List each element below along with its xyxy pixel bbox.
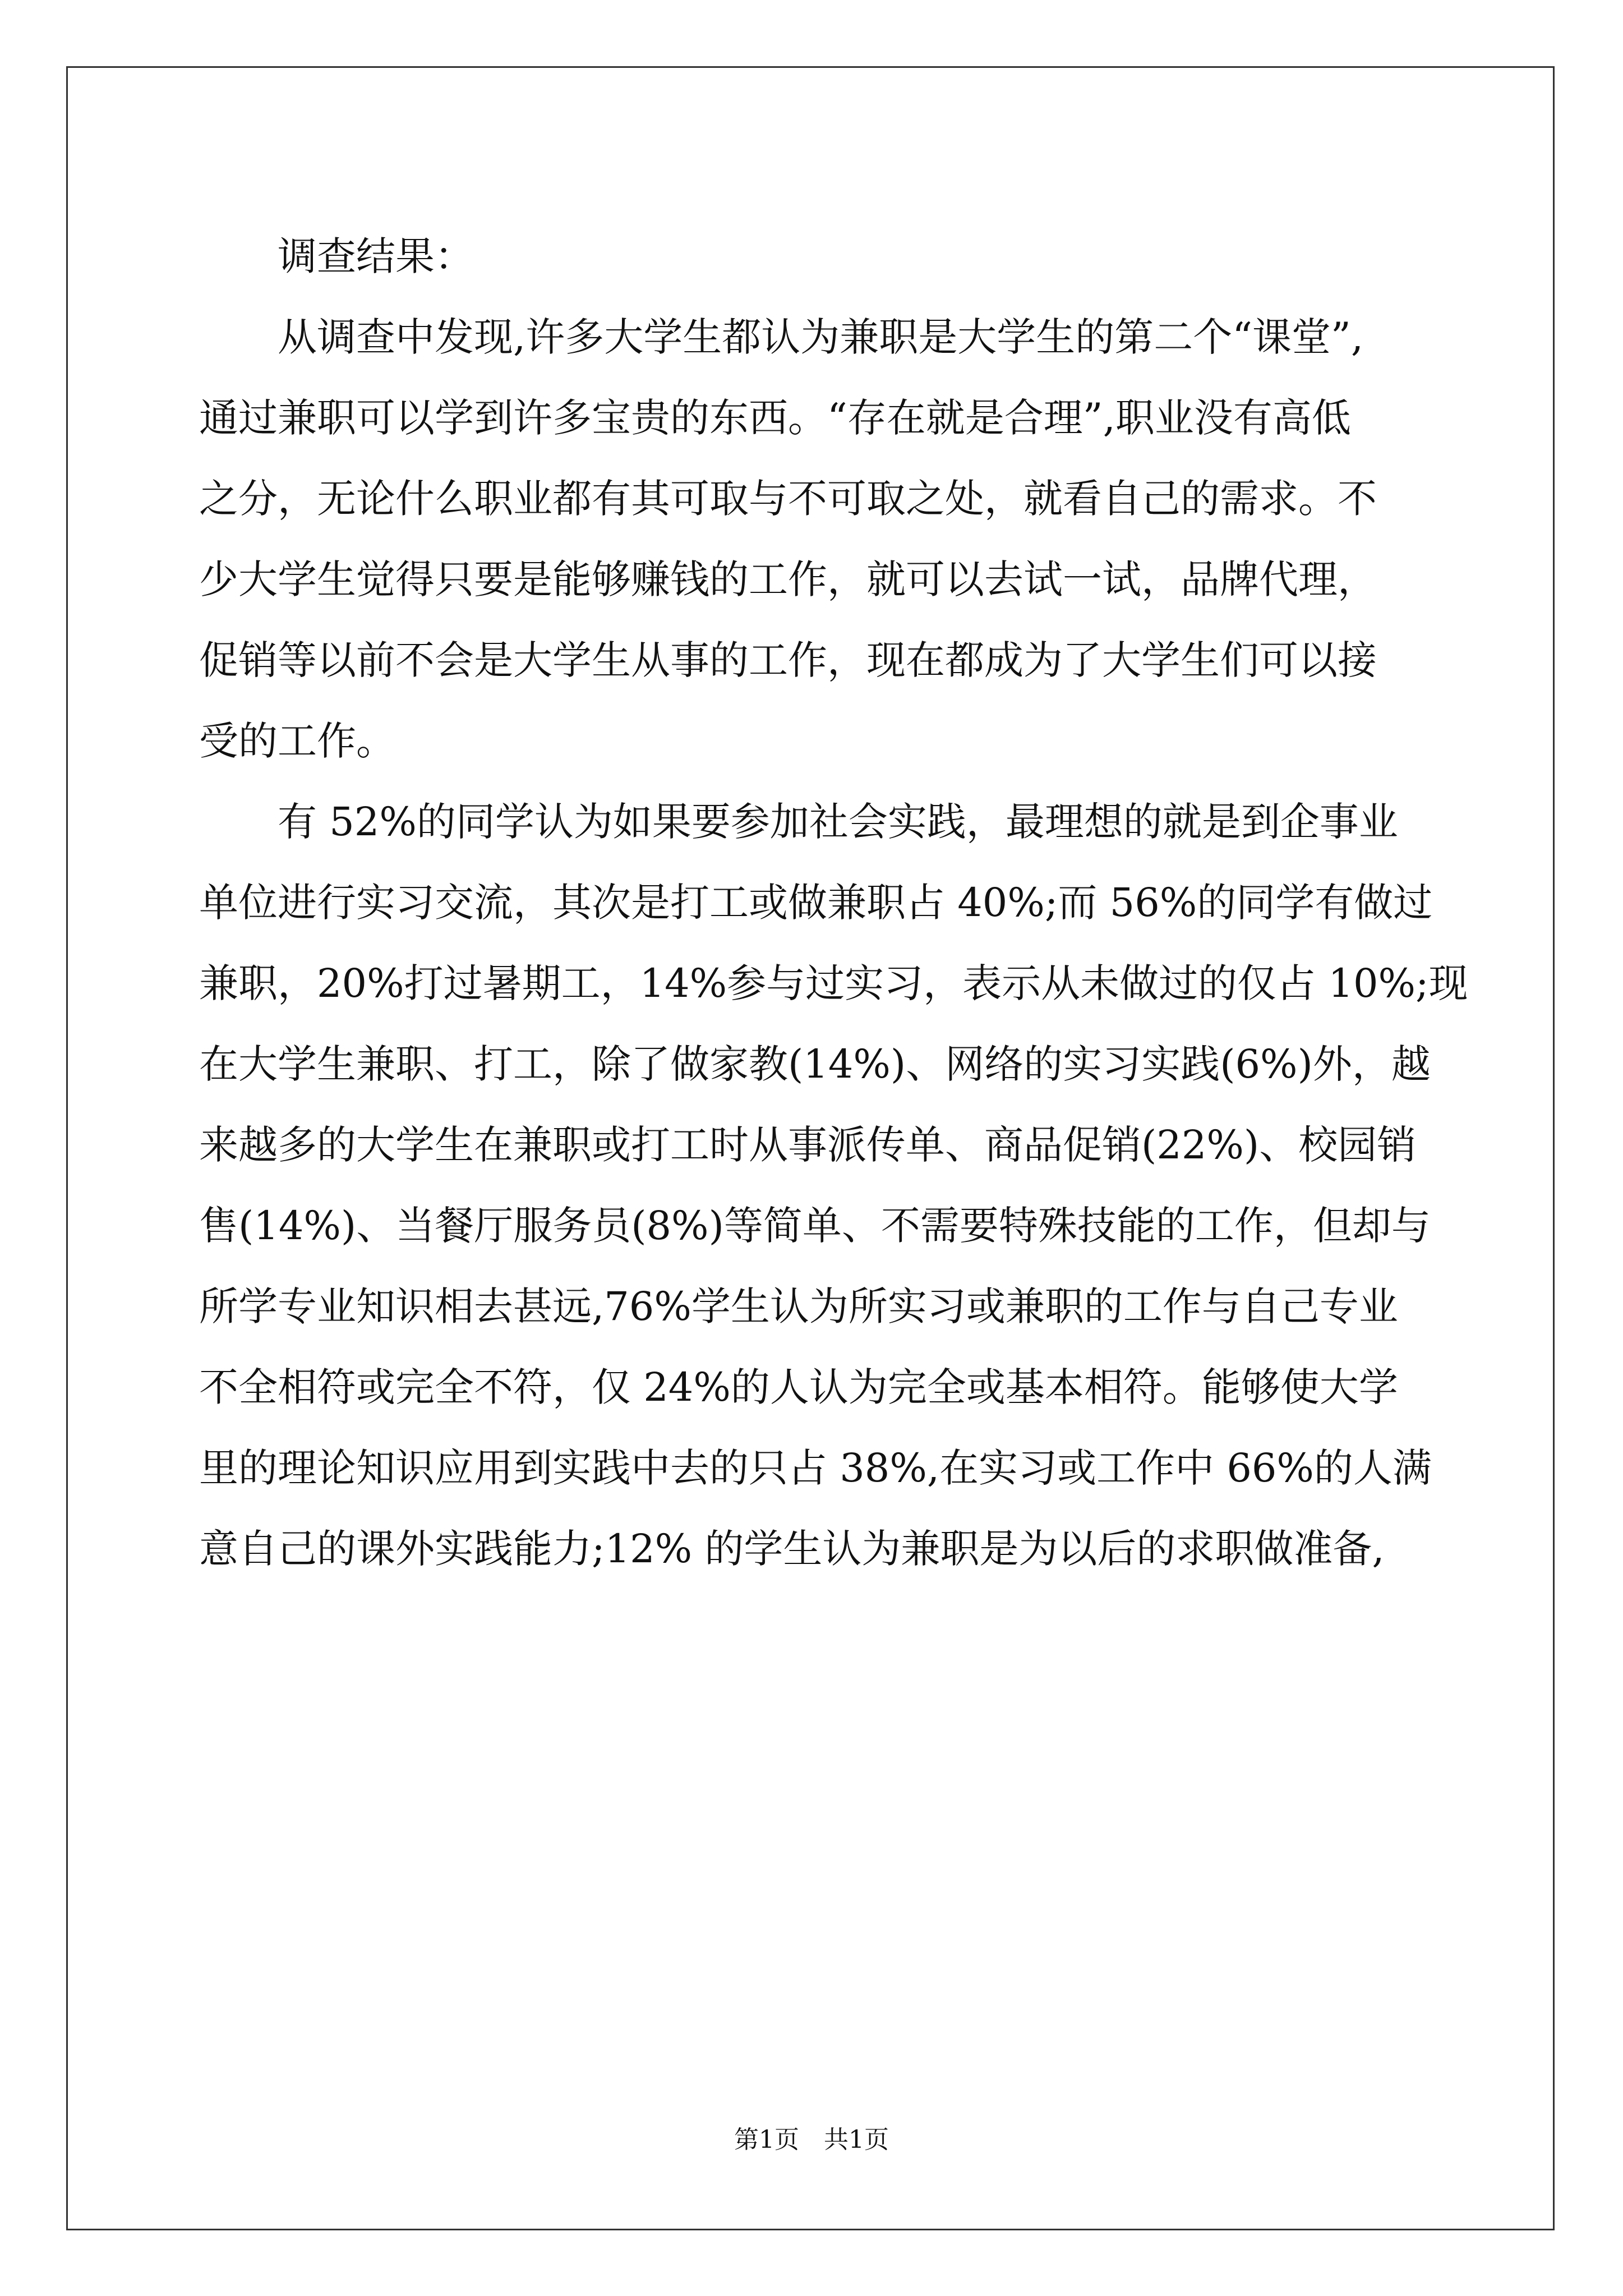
paragraph-line: 不全相符或完全不符，仅 24%的人认为完全或基本相符。能够使大学 (199, 1364, 1398, 1410)
paragraph-2 (199, 781, 1468, 1589)
paragraph-line: 促销等以前不会是大学生从事的工作，现在都成为了大学生们可以接 (199, 637, 1377, 683)
document-body (199, 216, 1468, 1589)
paragraph-line: 兼职，20%打过暑期工，14%参与过实习，表示从未做过的仅占 10%;现 (199, 960, 1468, 1006)
paragraph-line: 在大学生兼职、打工，除了做家教(14%)、网络的实习实践(6%)外，越 (199, 1041, 1431, 1087)
paragraph-line: 意自己的课外实践能力;12% 的学生认为兼职是为以后的求职做准备, (199, 1526, 1385, 1572)
paragraph-line: 受的工作。 (199, 718, 395, 764)
paragraph-line: 单位进行实习交流，其次是打工或做兼职占 40%;而 56%的同学有做过 (199, 880, 1433, 926)
paragraph-1 (199, 297, 1433, 781)
paragraph-line: 里的理论知识应用到实践中去的只占 38%,在实习或工作中 66%的人满 (199, 1445, 1432, 1491)
paragraph-line: 售(14%)、当餐厅服务员(8%)等简单、不需要特殊技能的工作，但却与 (199, 1203, 1431, 1249)
paragraph-line: 所学专业知识相去甚远,76%学生认为所实习或兼职的工作与自己专业 (199, 1283, 1398, 1329)
page-number: 第1页 共1页 (734, 2125, 889, 2154)
section-heading: 调查结果： (278, 233, 474, 279)
paragraph-line: 从调查中发现,许多大学生都认为兼职是大学生的第二个“课堂”, (278, 314, 1364, 360)
paragraph-line: 有 52%的同学认为如果要参加社会实践，最理想的就是到企事业 (278, 799, 1398, 845)
paragraph-line: 通过兼职可以学到许多宝贵的东西。“存在就是合理”,职业没有高低 (199, 395, 1351, 441)
paragraph-line: 之分，无论什么职业都有其可取与不可取之处，就看自己的需求。不 (199, 476, 1377, 522)
paragraph-line: 来越多的大学生在兼职或打工时从事派传单、商品促销(22%)、校园销 (199, 1122, 1417, 1168)
paragraph-line: 少大学生觉得只要是能够赚钱的工作，就可以去试一试，品牌代理， (199, 556, 1377, 602)
